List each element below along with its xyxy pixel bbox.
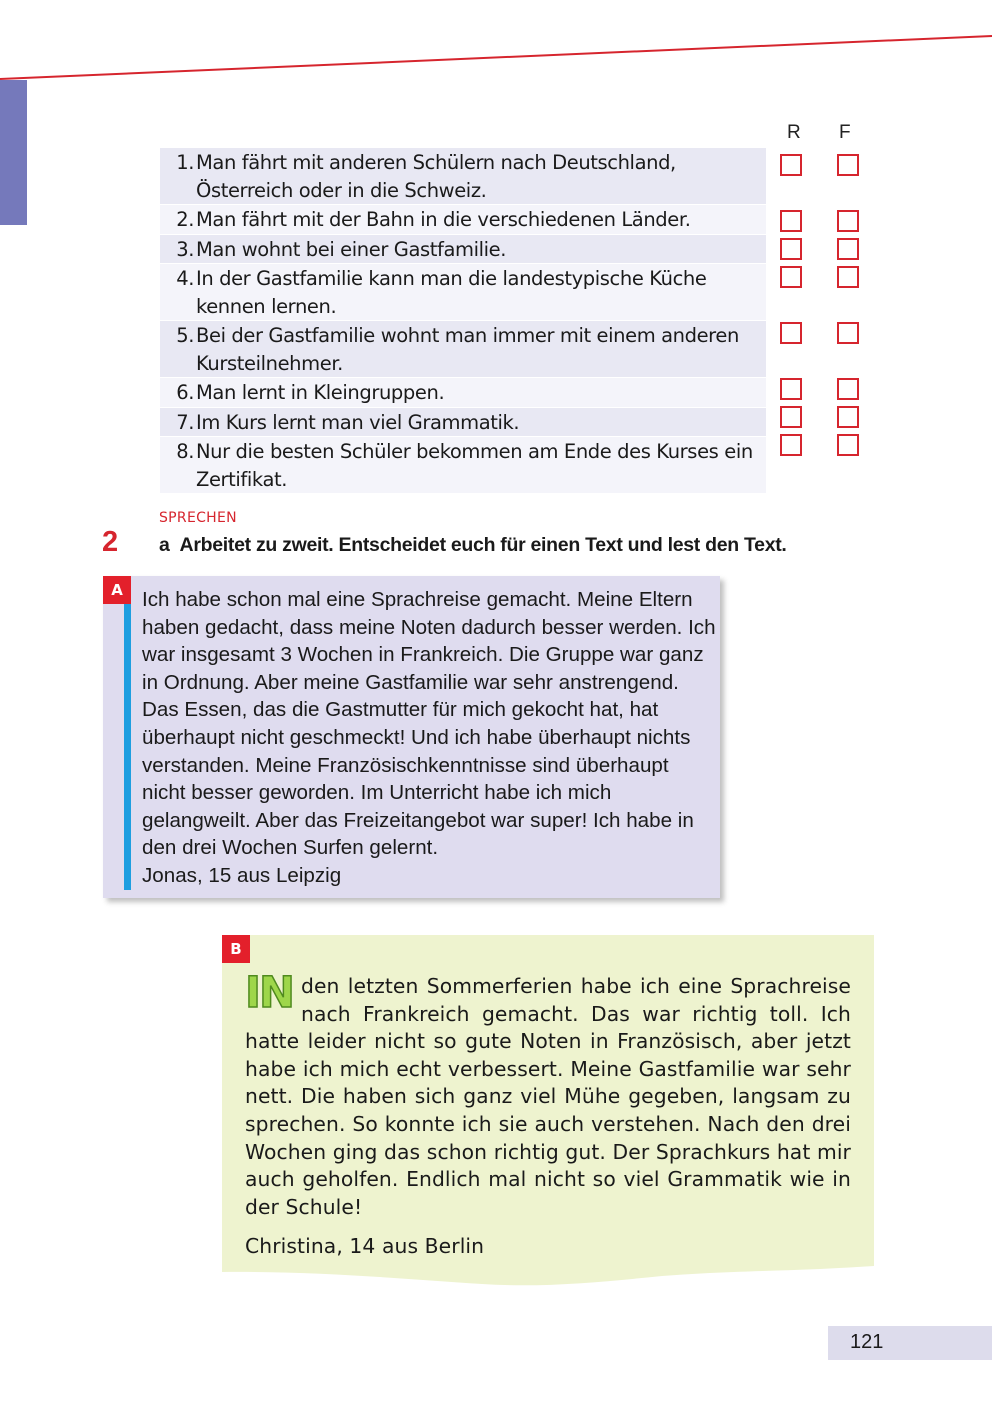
text-box-b [222,935,874,1265]
checkbox-f-5[interactable] [837,322,859,344]
statement-row [160,205,766,234]
statement-row [160,148,766,204]
statement-text: Man lernt in Kleingruppen. [196,381,445,404]
statement-number: 4. [176,267,194,290]
checkbox-f-1[interactable] [837,154,859,176]
statement-number: 7. [176,410,194,434]
statement-text: Nur die besten Schüler bekommen am Ende des Kurses ein Zertifikat. [196,440,753,491]
statement-text: In der Gastfamilie kann man die landestypische Küche kennen lernen. [196,267,707,318]
checkbox-r-8[interactable] [780,434,802,456]
top-decorative-line [0,0,992,90]
page-number-box [828,1326,992,1360]
checkbox-f-4[interactable] [837,266,859,288]
text-a-signature: Jonas, 15 aus Leipzig [142,863,342,887]
checkbox-f-2[interactable] [837,210,859,232]
text-a-content [142,586,717,890]
text-b-initial: IN [245,968,293,1018]
statement-number: 5. [176,324,194,347]
checkbox-r-1[interactable] [780,154,802,176]
checkbox-f-6[interactable] [837,378,859,400]
task-instruction-text: Arbeitet zu zweit. Entscheidet euch für einen Text und lest den Text. [179,534,787,556]
column-header-falsch: F [839,122,851,143]
checkbox-r-5[interactable] [780,322,802,344]
badge-a: A [103,576,131,604]
checkbox-f-7[interactable] [837,406,859,428]
section-label: SPRECHEN [159,510,237,526]
text-b-content [245,968,851,1261]
statement-number: 3. [176,237,194,261]
statement-text: Man wohnt bei einer Gastfamilie. [196,237,507,261]
checkbox-r-6[interactable] [780,378,802,400]
statement-row [160,378,766,407]
task-number: 2 [102,526,119,558]
text-b-signature: Christina, 14 aus Berlin [245,1234,485,1259]
task-instruction [159,534,787,557]
statement-row [160,437,766,493]
statement-text: Im Kurs lernt man viel Grammatik. [196,410,520,434]
statement-row [160,408,766,437]
statement-text: Bei der Gastfamilie wohnt man immer mit einem anderen Kursteilnehmer. [196,324,739,375]
task-letter: a [159,534,170,556]
statement-text: Man fährt mit der Bahn in die verschiedenen Länder. [196,208,691,231]
statement-text: Man fährt mit anderen Schülern nach Deutschland, Österreich oder in die Schweiz. [196,151,676,202]
text-b-body: den letzten Sommerferien habe ich eine Sprachreise nach Frankreich gemacht. Das war richtig toll. Ich hatte leider nicht so gute Noten in Französisch, aber jetzt habe ich mich echt verbessert. Meine Gastfamilie war sehr nett. Die haben sich ganz viel Mühe gegeben, langsam zu sprechen. So konnte ich sie auch verstehen. Nach den drei Wochen ging das schon richtig gut. Der Sprachkurs hat mir auch geholfen. Endlich mal nicht so viel Grammatik wie in der Schule! [245,974,851,1219]
statement-number: 6. [176,381,194,404]
statement-list [160,148,766,494]
checkbox-r-4[interactable] [780,266,802,288]
text-box-b-wave-edge [222,1262,874,1288]
statement-number: 1. [176,151,194,174]
page-number: 121 [850,1331,884,1353]
checkbox-f-3[interactable] [837,238,859,260]
column-header-richtig: R [787,122,801,143]
checkbox-r-7[interactable] [780,406,802,428]
text-a-body: Ich habe schon mal eine Sprachreise gemacht. Meine Eltern haben gedacht, dass meine Noten dadurch besser werden. Ich war insgesamt 3 Wochen in Frankreich. Die Gruppe war ganz in Ordnung. Aber meine Gastfamilie war sehr anstrengend. Das Essen, das die Gastmutter für mich gekocht hat, hat überhaupt nicht geschmeckt! Und ich habe überhaupt nichts verstanden. Meine Französischkenntnisse sind überhaupt nicht besser geworden. Im Unterricht habe ich mich gelangweilt. Aber das Freizeitangebot war super! Ich habe in den drei Wochen Surfen gelernt. [142,588,716,860]
statement-row [160,264,766,320]
statement-number: 2. [176,208,194,231]
checkbox-r-2[interactable] [780,210,802,232]
statement-row [160,235,766,264]
text-box-a-bar [124,576,131,890]
chapter-side-tab [0,80,27,225]
checkbox-f-8[interactable] [837,434,859,456]
checkbox-r-3[interactable] [780,238,802,260]
badge-b: B [222,935,250,963]
statement-number: 8. [176,440,194,463]
text-box-a [103,576,720,898]
statement-row [160,321,766,377]
text-b-paragraph [245,968,851,1221]
